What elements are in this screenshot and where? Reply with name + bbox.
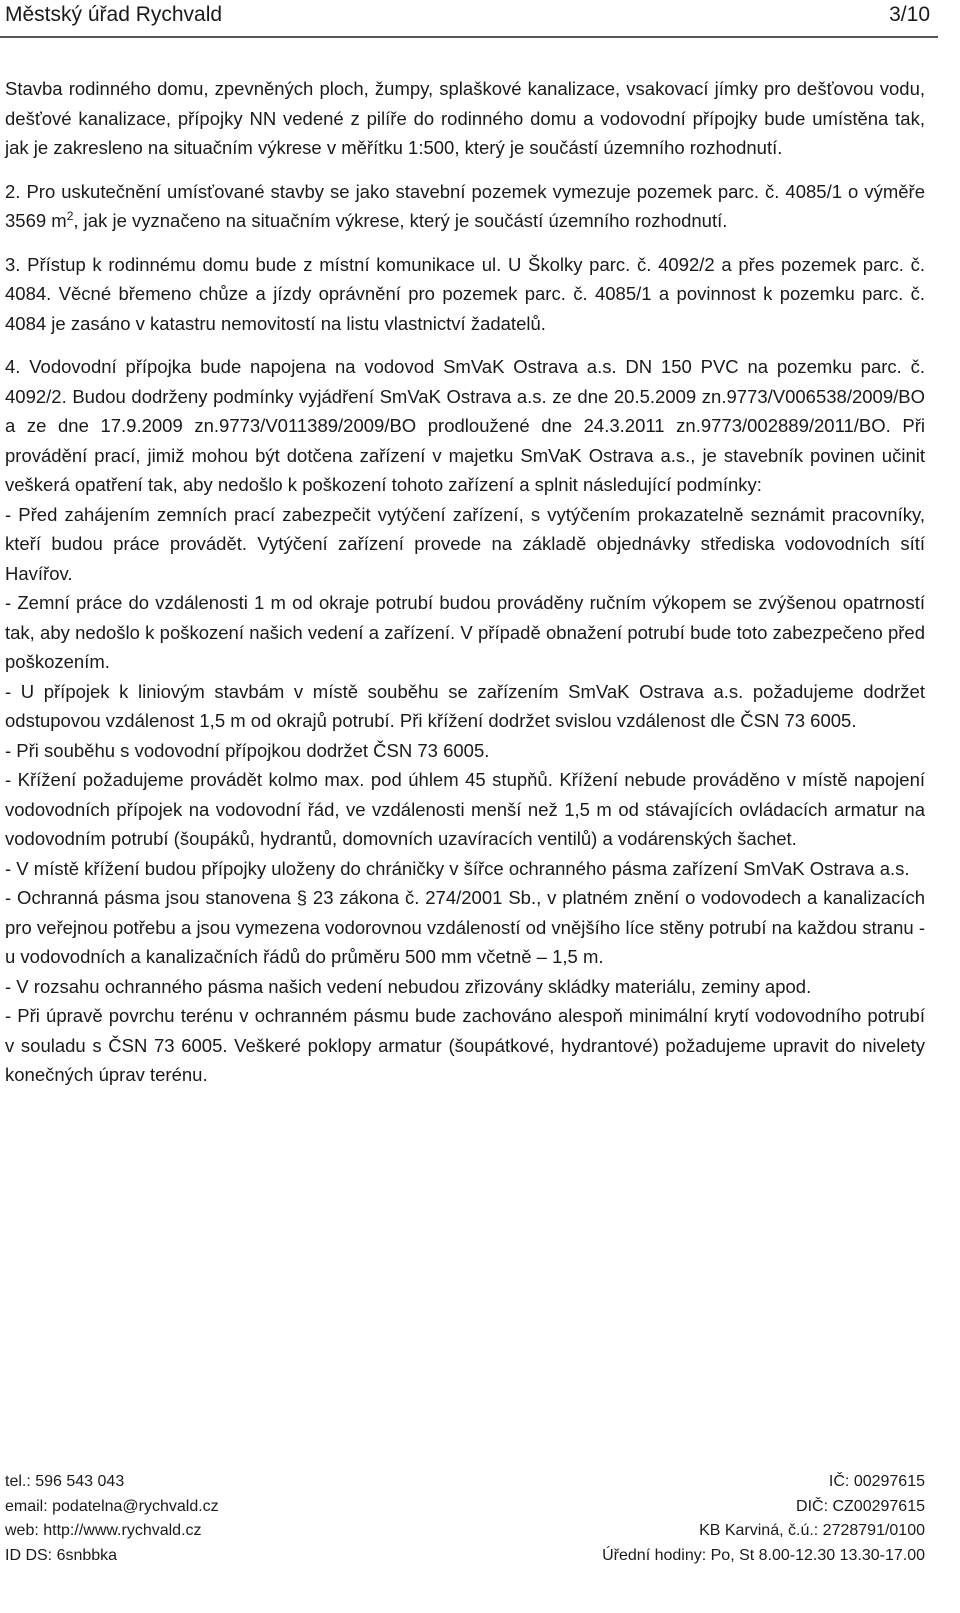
footer-ico: IČ: 00297615 xyxy=(828,1473,925,1490)
page-footer xyxy=(5,1470,925,1568)
footer-office-hours: Úřední hodiny: Po, St 8.00-12.30 13.30-17.00 xyxy=(602,1546,925,1564)
footer-row xyxy=(5,1470,925,1495)
paragraph-2-text-b: , jak je vyznačeno na situačním výkrese, který je součástí územního rozhodnutí. xyxy=(73,210,728,231)
paragraph-3: 3. Přístup k rodinnému domu bude z místní komunikace ul. U Školky parc. č. 4092/2 a přes pozemek parc. č. 4084. Věcné břemeno chůze a jízdy oprávnění pro pozemek parc. č. 4085/1 a povinnost k pozemku parc. č. 4084 je zasáno v katastru nemovitostí na listu vlastnictví žadatelů. xyxy=(5,253,925,334)
office-name: Městský úřad Rychvald xyxy=(5,3,223,26)
document-body xyxy=(5,74,925,1090)
condition-item: - U přípojek k liniovým stavbám v místě souběhu se zařízením SmVaK Ostrava a.s. požadujeme dodržet odstupovou vzdálenost 1,5 m od okrajů potrubí. Při křížení dodržet svislou vzdálenost dle ČSN 73 6005. xyxy=(5,680,925,731)
footer-row xyxy=(5,1519,925,1544)
footer-row xyxy=(5,1495,925,1520)
condition-item: - Při souběhu s vodovodní přípojkou dodržet ČSN 73 6005. xyxy=(5,739,490,761)
paragraph-2-text-a: 2. Pro uskutečnění umísťované stavby se jako stavební pozemek vymezuje pozemek parc. č. 4085/1 o výměře 3569 m xyxy=(5,180,925,231)
footer-data-box: ID DS: 6snbbka xyxy=(5,1546,118,1564)
condition-item: - V místě křížení budou přípojky uloženy do chráničky v šířce ochranného pásma zařízení SmVaK Ostrava a.s. xyxy=(5,857,910,879)
footer-email: email: podatelna@rychvald.cz xyxy=(5,1497,219,1515)
condition-item: - Křížení požadujeme provádět kolmo max. pod úhlem 45 stupňů. Křížení nebude prováděno v místě napojení vodovodních přípojek na vodovodní řád, ve vzdálenosti menší než 1,5 m od stávajících ovládacích armatur na vodovodním potrubí (šoupáků, hydrantů, domovních uzavíracích ventilů) a vodárenských šachet. xyxy=(5,769,925,849)
footer-dic: DIČ: CZ00297615 xyxy=(796,1497,925,1515)
condition-item: - Před zahájením zemních prací zabezpečit vytýčení zařízení, s vytýčením prokazatelně seznámit pracovníky, kteří budou práce provádět. Vytýčení zařízení provede na základě objednávky střediska vodovodních sítí Havířov. xyxy=(5,503,925,584)
footer-phone: tel.: 596 543 043 xyxy=(5,1473,125,1490)
condition-item: - Zemní práce do vzdálenosti 1 m od okraje potrubí budou prováděny ručním výkopem se zvýšenou opatrností tak, aby nedošlo k poškození našich vedení a zařízení. V případě obnažení potrubí bude toto zabezpečeno před poškozením. xyxy=(5,592,925,672)
condition-item: - Při úpravě povrchu terénu v ochranném pásmu bude zachováno alespoň minimální krytí vodovodního potrubí v souladu s ČSN 73 6005. Veškeré poklopy armatur (šoupátkové, hydrantové) požadujeme upravit do nivelety konečných úprav terénu. xyxy=(5,1005,925,1085)
superscript-2: 2 xyxy=(66,208,74,223)
paragraph-2 xyxy=(5,177,925,236)
paragraph-4: 4. Vodovodní přípojka bude napojena na vodovod SmVaK Ostrava a.s. DN 150 PVC na pozemku parc. č. 4092/2. Budou dodrženy podmínky vyjádření SmVaK Ostrava a.s. ze dne 20.5.2009 zn.9773/V006538/2009/BO a ze dne 17.9.2009 zn.9773/V011389/2009/BO prodloužené dne 24.3.2011 zn.9773/002889/2011/BO. Při provádění prací, jimiž mohou být dotčena zařízení v majetku SmVaK Ostrava a.s., je stavebník povinen učinit veškerá opatření tak, aby nedošlo k poškození tohoto zařízení a splnit následující podmínky: xyxy=(5,356,925,495)
header-divider xyxy=(0,36,938,38)
condition-item: - Ochranná pásma jsou stanovena § 23 zákona č. 274/2001 Sb., v platném znění o vodovodech a kanalizacích pro veřejnou potřebu a jsou vymezena vodorovnou vzdáleností od vnějšího líce stěny potrubí na každou stranu - u vodovodních a kanalizačních řádů do průměru 500 mm včetně – 1,5 m. xyxy=(5,887,925,967)
condition-item: - V rozsahu ochranného pásma našich vedení nebudou zřizovány skládky materiálu, zeminy apod. xyxy=(5,975,812,997)
page-number: 3/10 xyxy=(889,3,930,26)
page-header xyxy=(5,0,930,30)
paragraph-1: Stavba rodinného domu, zpevněných ploch, žumpy, splaškové kanalizace, vsakovací jímky pro dešťovou vodu, dešťové kanalizace, přípojky NN vedené z pilíře do rodinného domu a vodovodní přípojky bude umístěna tak, jak je zakresleno na situačním výkrese v měřítku 1:500, který je součástí územního rozhodnutí. xyxy=(5,78,925,158)
footer-row xyxy=(5,1544,925,1569)
footer-web: web: http://www.rychvald.cz xyxy=(5,1522,202,1539)
footer-bank: KB Karviná, č.ú.: 2728791/0100 xyxy=(699,1522,925,1539)
